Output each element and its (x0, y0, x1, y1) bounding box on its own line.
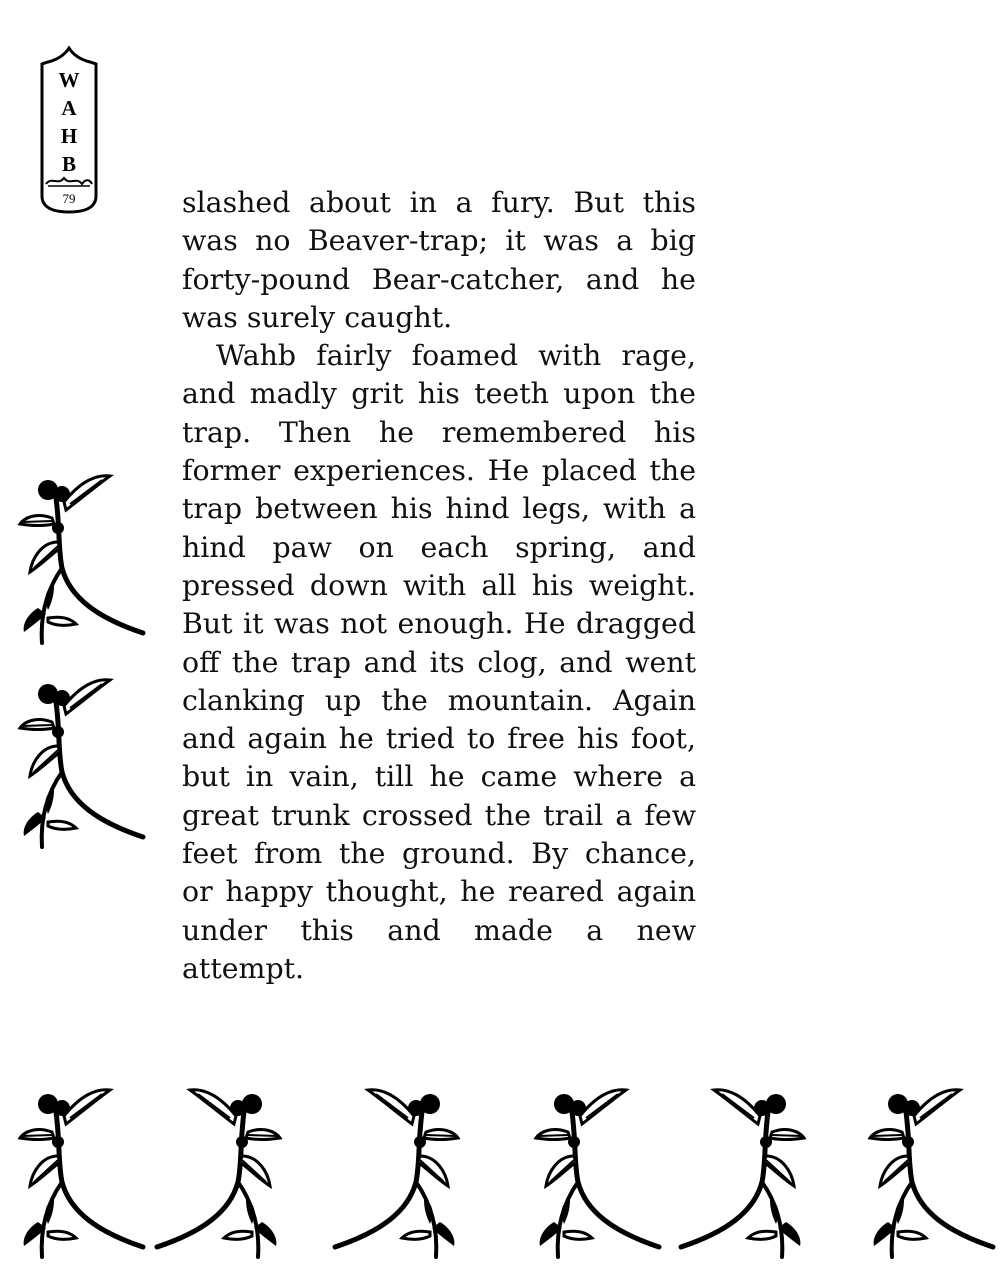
flower-sprig-icon (152, 1082, 282, 1262)
flower-sprig-icon (18, 672, 148, 852)
flower-sprig-icon (534, 1082, 664, 1262)
paragraph-2: Wahb fairly foamed with rage, and madly grit his teeth upon the trap. Then he remembered his former experiences. He placed the trap between his hind legs, with a hind paw on each spring, and pressed down with all his weight. But it was not enough. He dragged off the trap and its clog, and went clanking up the mountain. Again and again he tried to free his foot, but in vain, till he came where a great trunk crossed the trail a few feet from the ground. By chance, or happy thought, he reared again under this and made a new attempt. (182, 339, 696, 985)
body-text (182, 184, 696, 988)
badge-letter-b: B (61, 152, 76, 176)
running-head-badge (38, 46, 100, 214)
flower-sprig-icon (676, 1082, 806, 1262)
flower-sprig-icon (330, 1082, 460, 1262)
flower-sprig-icon (18, 1082, 148, 1262)
flower-sprig-icon (18, 468, 148, 648)
badge-letter-h: H (60, 124, 78, 148)
badge-letter-a: A (61, 96, 77, 120)
paragraph-1: slashed about in a fury. But this was no Beaver-trap; it was a big forty-pound Bear-catcher, and he was surely caught. (182, 186, 696, 334)
page-number: 79 (62, 191, 76, 206)
flower-sprig-icon (868, 1082, 998, 1262)
badge-letter-w: W (58, 68, 80, 92)
